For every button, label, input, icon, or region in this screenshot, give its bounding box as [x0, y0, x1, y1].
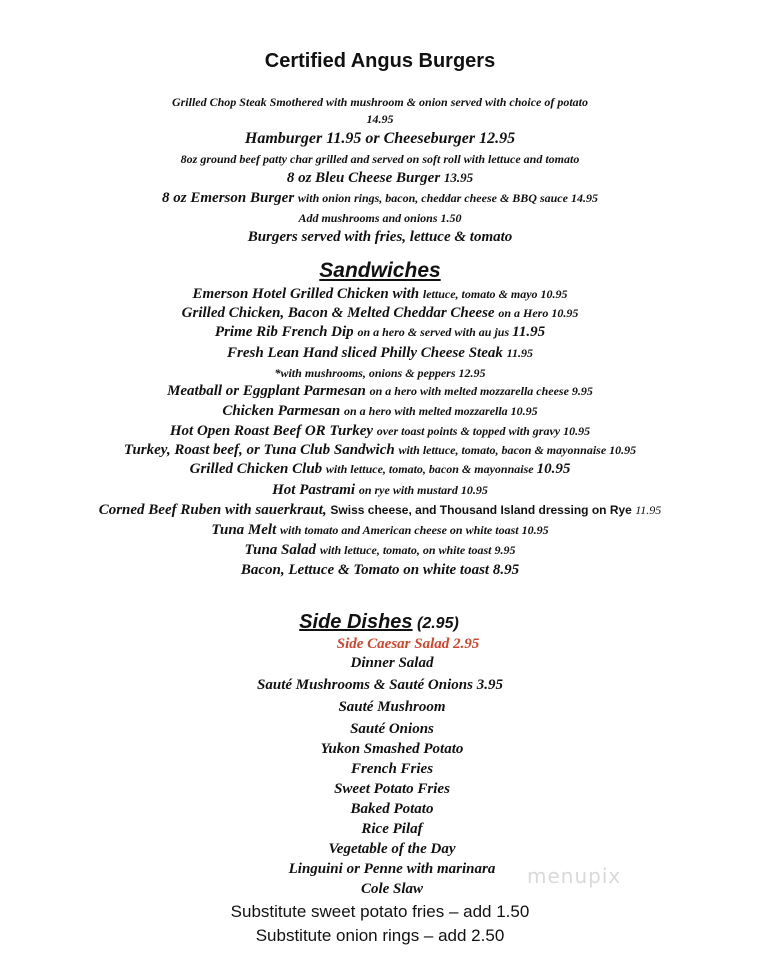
- side-item: Sauté Mushrooms & Sauté Onions 3.95: [257, 677, 503, 693]
- sandwich-name: Fresh Lean Hand sliced Philly Cheese Steak: [227, 345, 507, 361]
- sandwich-desc: Swiss cheese, and Thousand Island dressing on Rye: [330, 503, 636, 517]
- side-item: Sauté Onions: [350, 721, 434, 737]
- side-item: Sweet Potato Fries: [334, 781, 450, 797]
- sides-title-line: [0, 612, 759, 632]
- sandwich-desc: with tomato and American cheese on white toast 10.95: [280, 523, 549, 537]
- side-item: Linguini or Penne with marinara: [288, 861, 496, 877]
- sandwich-price: 10.95: [536, 461, 571, 477]
- sandwich-item: [0, 325, 760, 340]
- bleu-burger-line: [0, 171, 760, 186]
- sandwich-price: 11.95: [635, 503, 662, 517]
- sandwich-item: [0, 483, 760, 498]
- sandwich-item: [0, 346, 760, 361]
- sandwich-item: [0, 404, 760, 419]
- sandwich-desc: with lettuce, tomato, bacon & mayonnaise: [325, 462, 537, 476]
- emerson-burger-desc: with onion rings, bacon, cheddar cheese & BBQ sauce 14.95: [297, 191, 598, 205]
- side-item: Dinner Salad: [350, 655, 434, 671]
- sandwich-desc: *with mushrooms, onions & peppers 12.95: [274, 366, 486, 380]
- sandwich-price: 11.95: [512, 324, 546, 340]
- bleu-burger-price: 13.95: [443, 170, 474, 185]
- chop-steak-price: 14.95: [366, 112, 394, 126]
- sandwich-desc: 11.95: [506, 346, 533, 360]
- chop-steak-desc: Grilled Chop Steak Smothered with mushroom & onion served with choice of potato: [171, 95, 589, 109]
- sandwich-name: Turkey, Roast beef, or Tuna Club Sandwich: [123, 442, 399, 458]
- side-item: French Fries: [350, 761, 434, 777]
- sandwich-desc: lettuce, tomato & mayo 10.95: [422, 287, 568, 301]
- side-item: Sauté Mushroom: [338, 699, 446, 715]
- sandwich-name: Bacon, Lettuce & Tomato on white toast 8.95: [240, 562, 520, 578]
- sandwich-desc: on a Hero 10.95: [498, 306, 579, 320]
- sandwich-item: [0, 563, 760, 578]
- sandwich-item: [0, 543, 760, 558]
- side-item: Yukon Smashed Potato: [320, 741, 464, 757]
- sandwich-desc: on a hero & served with au jus: [357, 325, 513, 339]
- sandwich-name: Chicken Parmesan: [222, 403, 344, 419]
- burgers-served-line: Burgers served with fries, lettuce & tomato: [247, 229, 513, 245]
- sandwich-desc: with lettuce, tomato, bacon & mayonnaise 10.95: [398, 443, 637, 457]
- sandwich-name: Emerson Hotel Grilled Chicken with: [192, 286, 423, 302]
- sandwich-desc: on rye with mustard 10.95: [358, 483, 488, 497]
- sandwich-item: [0, 462, 760, 477]
- emerson-burger-line: [0, 191, 760, 206]
- sandwich-name: Hot Pastrami: [272, 482, 359, 498]
- sandwiches-title: Sandwiches: [319, 259, 441, 282]
- side-item: Baked Potato: [350, 801, 434, 817]
- substitute-onion-rings: Substitute onion rings – add 2.50: [255, 926, 505, 945]
- sandwich-item: [0, 384, 760, 399]
- sandwich-name: Tuna Melt: [211, 522, 281, 538]
- side-item: Rice Pilaf: [361, 821, 423, 837]
- sides-title: Side Dishes: [299, 611, 413, 633]
- sides-title-price: (2.95): [412, 615, 459, 632]
- substitute-sweet-potato: Substitute sweet potato fries – add 1.50: [230, 902, 530, 921]
- sandwich-name: Grilled Chicken Club: [189, 461, 326, 477]
- watermark: menupix: [527, 864, 622, 888]
- bleu-burger-name: 8 oz Bleu Cheese Burger: [286, 170, 444, 186]
- patty-desc: 8oz ground beef patty char grilled and served on soft roll with lettuce and tomato: [180, 152, 580, 166]
- sandwich-item: [0, 523, 760, 538]
- sandwich-item: [0, 306, 760, 321]
- sandwich-name: Corned Beef Ruben with sauerkraut,: [98, 502, 331, 518]
- sandwich-item: [0, 366, 760, 381]
- sandwich-name: Grilled Chicken, Bacon & Melted Cheddar Cheese: [181, 305, 499, 321]
- sandwich-name: Hot Open Roast Beef OR Turkey: [169, 423, 377, 439]
- sandwich-desc: on a hero with melted mozzarella 10.95: [344, 404, 538, 418]
- side-item: Vegetable of the Day: [328, 841, 456, 857]
- sandwich-desc: with lettuce, tomato, on white toast 9.95: [319, 543, 516, 557]
- sandwich-desc: on a hero with melted mozzarella cheese 9.95: [369, 384, 593, 398]
- burgers-title: Certified Angus Burgers: [264, 50, 496, 72]
- side-item: Cole Slaw: [360, 881, 424, 897]
- hamburger-line: Hamburger 11.95 or Cheeseburger 12.95: [244, 130, 516, 147]
- sandwich-item: [0, 503, 760, 518]
- sandwich-name: Tuna Salad: [244, 542, 320, 558]
- emerson-burger-name: 8 oz Emerson Burger: [162, 190, 298, 206]
- side-caesar-salad: Side Caesar Salad 2.95: [336, 636, 480, 652]
- sandwich-name: Meatball or Eggplant Parmesan: [167, 383, 370, 399]
- sandwich-name: Prime Rib French Dip: [214, 324, 358, 340]
- sandwich-item: [0, 443, 760, 458]
- add-mushrooms-line: Add mushrooms and onions 1.50: [298, 211, 462, 225]
- sandwich-item: [0, 424, 760, 439]
- sandwich-desc: over toast points & topped with gravy 10.95: [376, 424, 591, 438]
- sandwich-item: [0, 287, 760, 302]
